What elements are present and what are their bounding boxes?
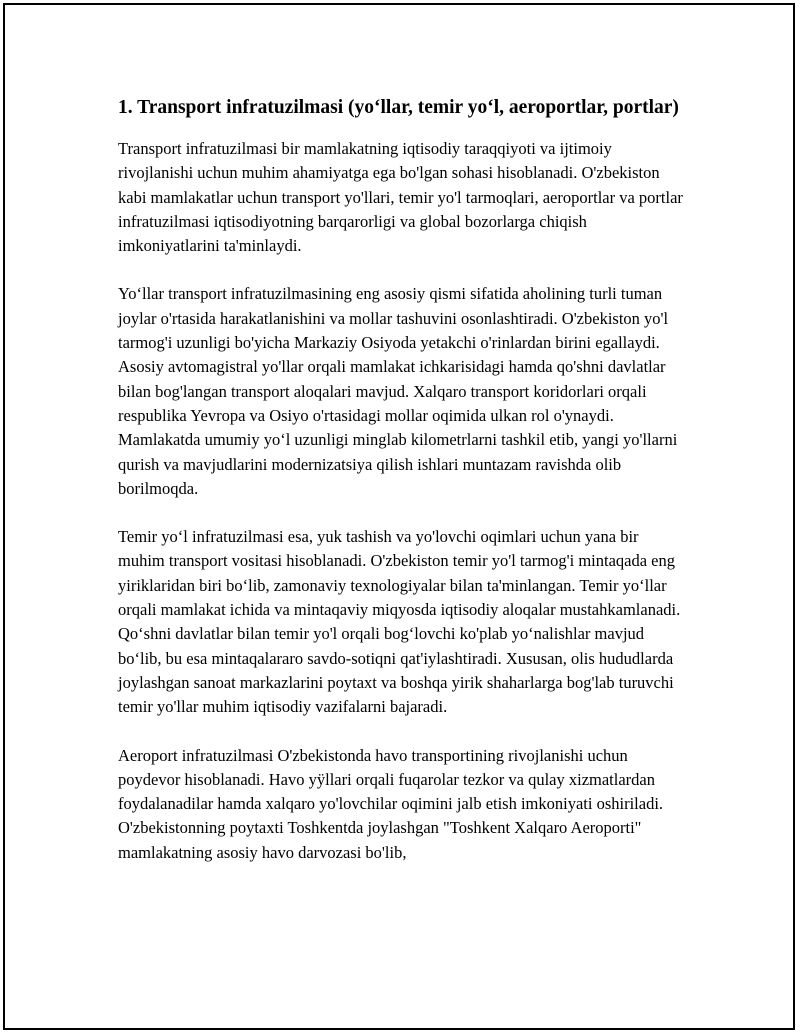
section-heading: 1. Transport infratuzilmasi (yo‘llar, temir yo‘l, aeroportlar, portlar)	[118, 97, 679, 118]
document-body	[118, 94, 684, 889]
paragraph-airports: Aeroport infratuzilmasi O'zbekistonda havo transportining rivojlanishi uchun poydevor hisoblanadi. Havo yÿllari orqali fuqarolar tezkor va qulay xizmatlardan foydalanadilar hamda xalqaro yo'lovchilar oqimini jalb etish imkoniyati oshiriladi. O'zbekistonning poytaxti Toshkentda joylashgan "Toshkent Xalqaro Aeroporti" mamlakatning asosiy havo darvozasi bo'lib,	[118, 745, 664, 862]
paragraph-intro: Transport infratuzilmasi bir mamlakatning iqtisodiy taraqqiyoti va ijtimoiy rivojlanishi uchun muhim ahamiyatga ega bo'lgan sohasi hisoblanadi. O'zbekiston kabi mamlakatlar uchun transport yo'llari, temir yo'l tarmoqlari, aeroportlar va portlar infratuzilmasi iqtisodiyotning barqarorligi va global bozorlarga chiqish imkoniyatlarini ta'minlaydi.	[118, 139, 683, 256]
paragraph-railways: Temir yo‘l infratuzilmasi esa, yuk tashish va yo'lovchi oqimlari uchun yana bir muhim transport vositasi hisoblanadi. O'zbekiston temir yo'l tarmog'i mintaqada eng yiriklaridan biri bo‘lib, zamonaviy texnologiyalar bilan ta'minlangan. Temir yo‘llar orqali mamlakat ichida va mintaqaviy miqyosda iqtisodiy aloqalar mustahkamlanadi. Qo‘shni davlatlar bilan temir yo'l orqali bog‘lovchi ko'plab yo‘nalishlar mavjud bo‘lib, bu esa mintaqalararo savdo-sotiqni qat'iylashtiradi. Xususan, olis hududlarda joylashgan sanoat markazlarini poytaxt va boshqa yirik shaharlarga bog'lab turuvchi temir yo'llar muhim iqtisodiy vazifalarni bajaradi.	[118, 527, 681, 717]
paragraph-roads: Yo‘llar transport infratuzilmasining eng asosiy qismi sifatida aholining turli tuman joylar o'rtasida harakatlanishini va mollar tashuvini osonlashtiradi. O'zbekiston yo'l tarmog'i uzunligi bo'yicha Markaziy Osiyoda yetakchi o'rinlardan birini egallaydi. Asosiy avtomagistral yo'llar orqali mamlakat ichkarisidagi hamda qo'shni davlatlar bilan bog'langan transport aloqalari mavjud. Xalqaro transport koridorlari orqali respublika Yevropa va Osiyo o'rtasidagi mollar oqimida ulkan rol o'ynaydi. Mamlakatda umumiy yo‘l uzunligi minglab kilometrlarni tashkil etib, yangi yo'llarni qurish va mavjudlarini modernizatsiya qilish ishlari muntazam ravishda olib borilmoqda.	[118, 284, 678, 498]
